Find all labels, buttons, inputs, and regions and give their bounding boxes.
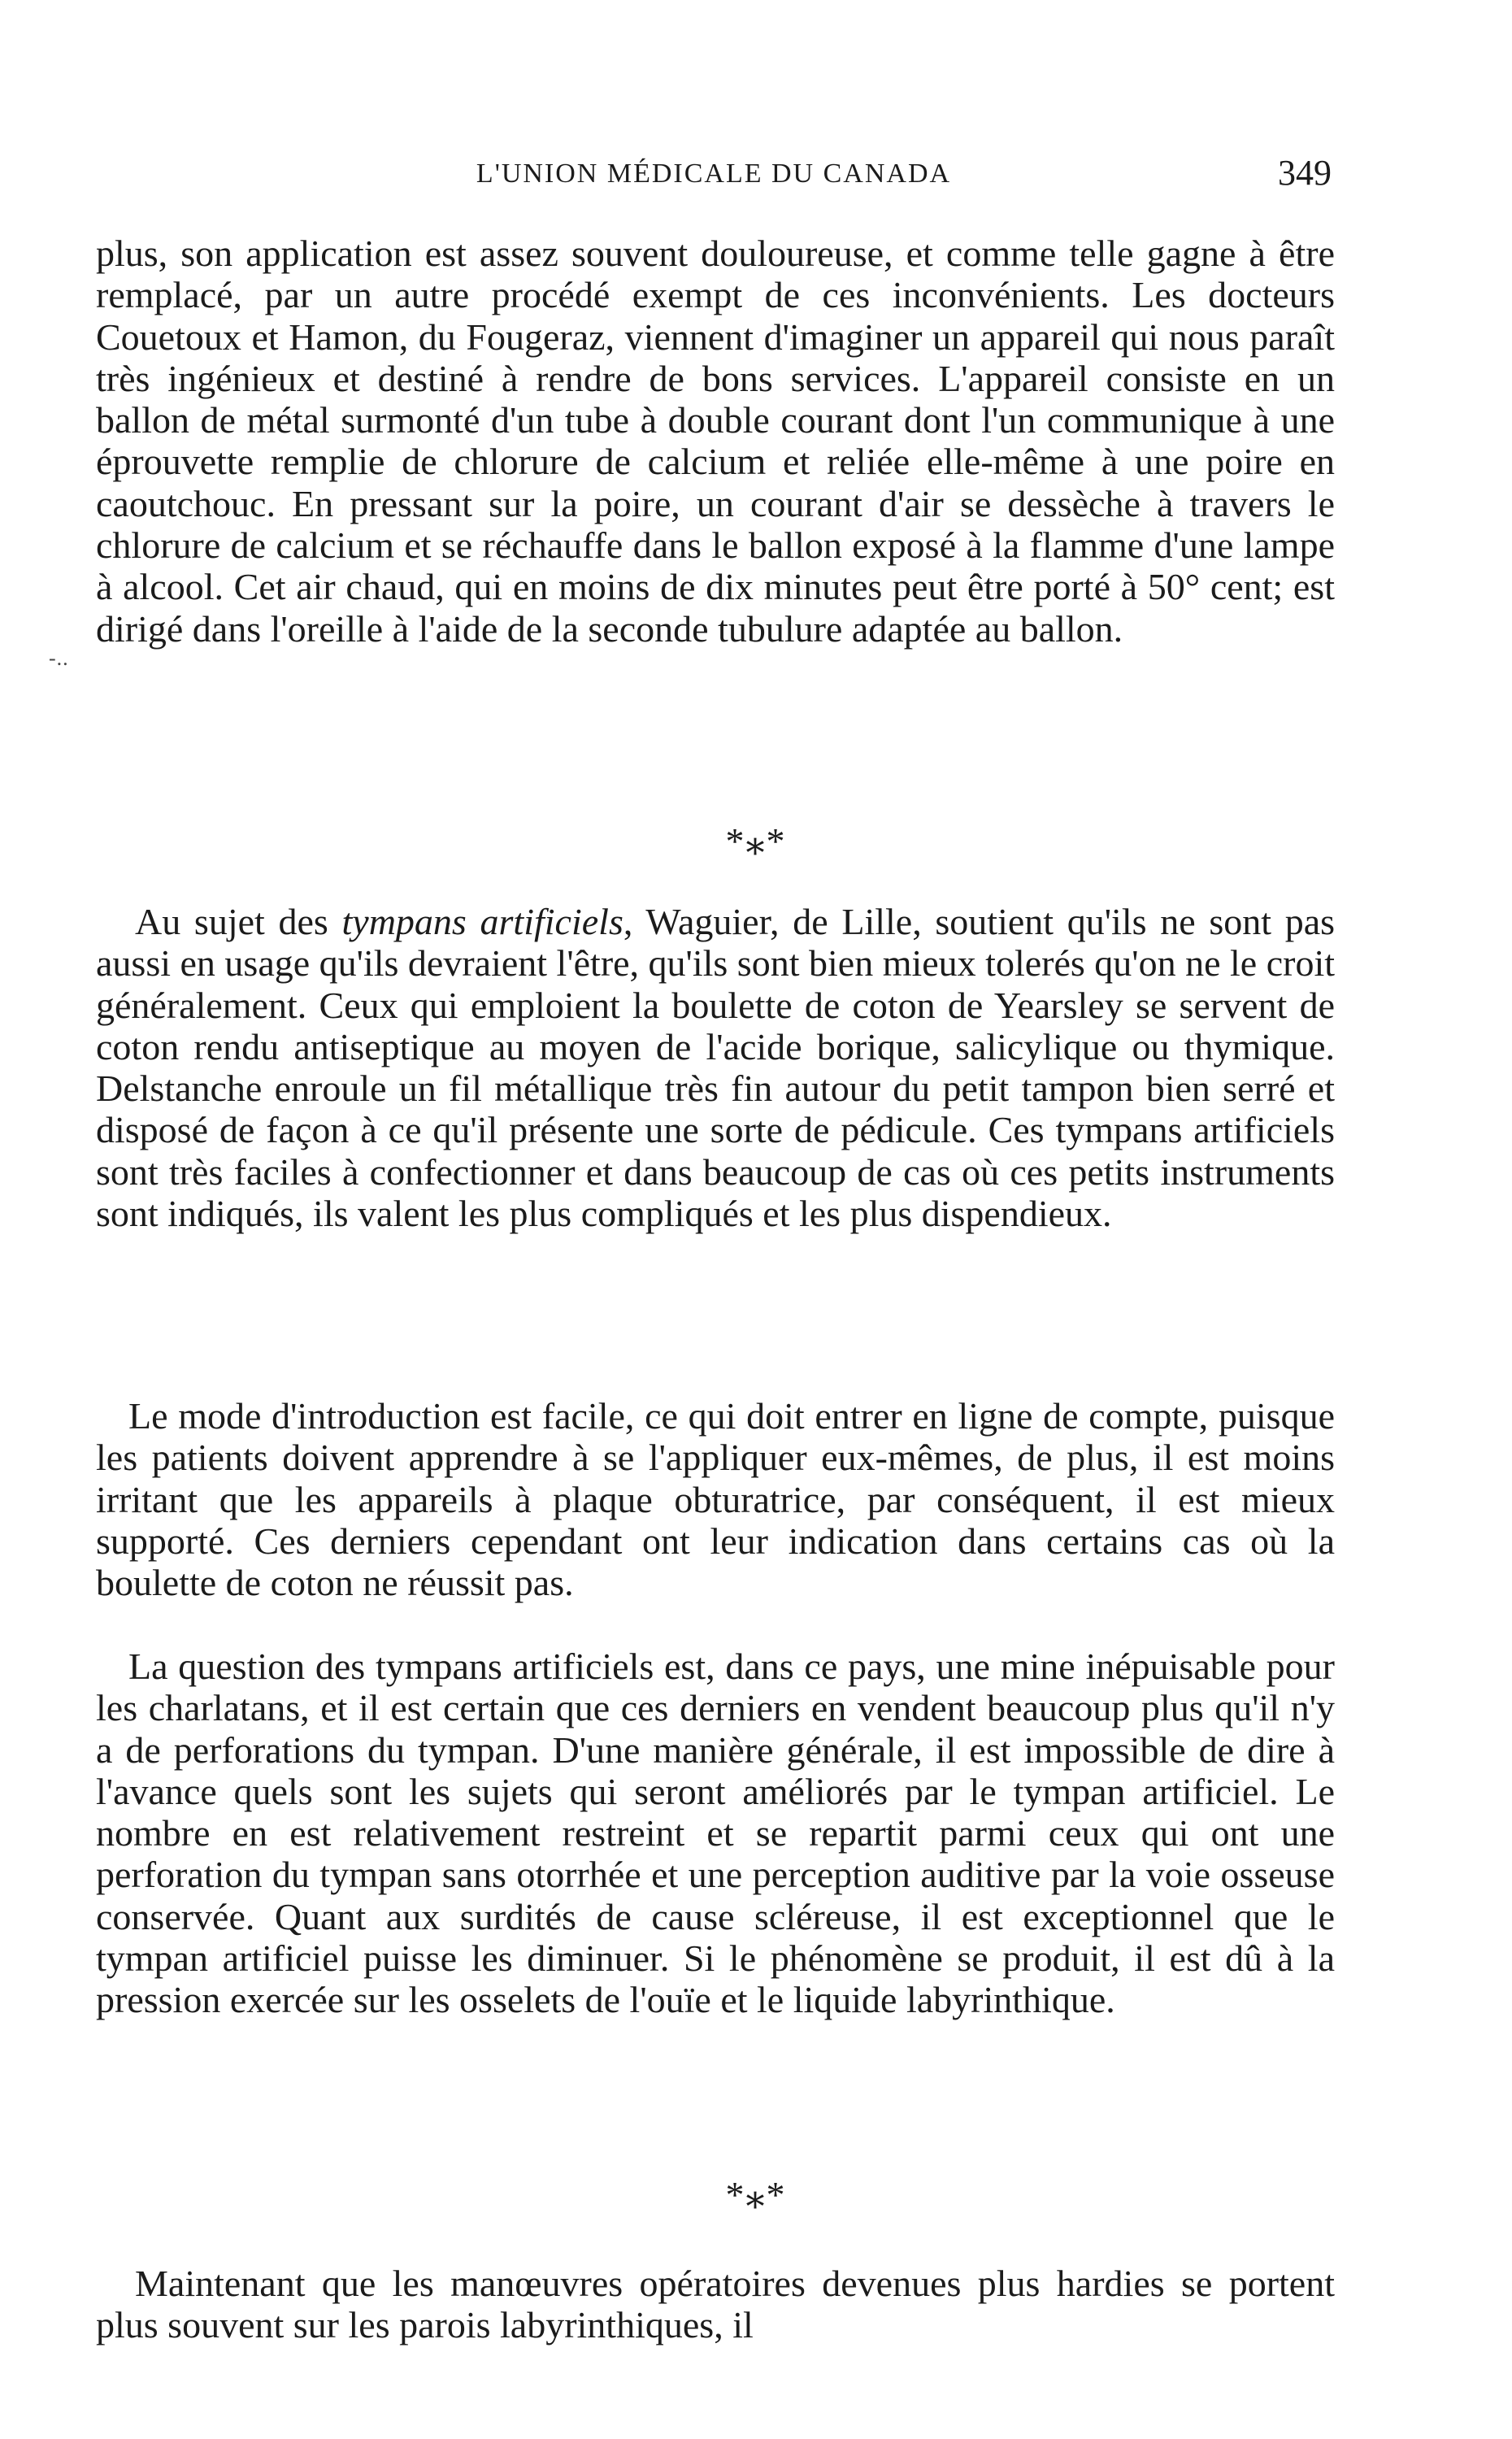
section-separator-2: *⁎* <box>725 2174 787 2215</box>
margin-mark: -.. <box>49 646 69 670</box>
page-number: 349 <box>1278 153 1332 193</box>
paragraph-introduction: Le mode d'introduction est facile, ce qui doit entrer en ligne de compte, puisque les patients doivent apprendre à se l'appliquer eux-mêmes, de plus, il est moins irritant que les appareils à plaque obturatrice, par conséquent, il est mieux supporté. Ces derniers cependant ont leur indication dans certains cas où la boulette de coton ne réussit pas. <box>96 1395 1335 1604</box>
paragraph-manoeuvres: Maintenant que les manœuvres opératoires devenues plus hardies se portent plus souvent sur les parois labyrinthiques, il <box>96 2263 1335 2346</box>
paragraph-tympans <box>96 901 1335 1234</box>
paragraph-apparatus: plus, son application est assez souvent douloureuse, et comme telle gagne à être remplacé, par un autre procédé exempt de ces inconvénients. Les docteurs Couetoux et Hamon, du Fougeraz, viennent d'imaginer un appareil qui nous paraît très ingénieux et destiné à rendre de bons services. L'appareil consiste en un ballon de métal surmonté d'un tube à double courant dont l'un communique à une éprouvette remplie de chlorure de calcium et reliée elle-même à une poire en caoutchouc. En pressant sur la poire, un courant d'air se dessèche à travers le chlorure de calcium et se réchauffe dans le ballon exposé à la flamme d'une lampe à alcool. Cet air chaud, qui en moins de dix minutes peut être porté à 50° cent; est dirigé dans l'oreille à l'aide de la seconde tubulure adaptée au ballon. <box>96 233 1335 650</box>
running-title: L'UNION MÉDICALE DU CANADA <box>476 159 952 189</box>
page-header <box>96 153 1332 205</box>
paragraph-charlatans: La question des tympans artificiels est, dans ce pays, une mine inépuisable pour les charlatans, et il est certain que ces derniers en vendent beaucoup plus qu'il n'y a de perforations du tympan. D'une manière générale, il est impossible de dire à l'avance quels sont les sujets qui seront améliorés par le tympan artificiel. Le nombre en est relativement restreint et se repartit parmi ceux qui ont une perforation du tympan sans otorrhée et une perception auditive par la voie osseuse conservée. Quant aux surdités de cause scléreuse, il est exceptionnel que le tympan artificiel puisse les diminuer. Si le phénomène se produit, il est dû à la pression exercée sur les osselets de l'ouïe et le liquide labyrinthique. <box>96 1646 1335 2021</box>
paragraph-tympans-italic: tympans artificiels <box>341 901 623 942</box>
paragraph-tympans-lead: Au sujet des <box>135 901 342 942</box>
section-separator: *⁎* <box>725 820 787 862</box>
paragraph-tympans-body: , Waguier, de Lille, soutient qu'ils ne sont pas aussi en usage qu'ils devraient l'être, qu'ils sont bien mieux tolerés qu'on ne le croit généralement. Ceux qui emploient la boulette de coton de Yearsley se servent de coton rendu antiseptique au moyen de l'acide borique, salicylique ou thymique. Delstanche enroule un fil métallique très fin autour du petit tampon bien serré et disposé de façon à ce qu'il présente une sorte de pédicule. Ces tympans artificiels sont très faciles à confectionner et dans beaucoup de cas où ces petits instruments sont indiqués, ils valent les plus compliqués et les plus dispendieux. <box>96 901 1336 1235</box>
